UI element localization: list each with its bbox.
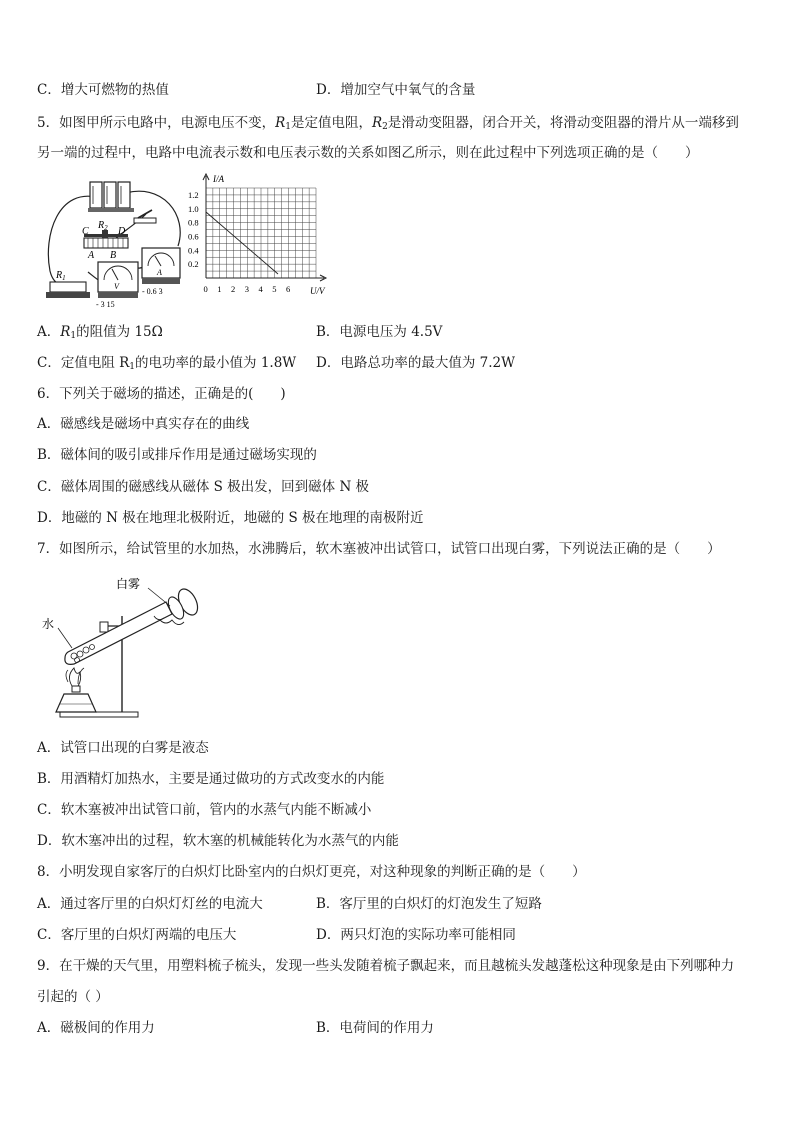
- q5-option-d: D．电路总功率的最大值为 7.2W: [316, 355, 515, 371]
- q5-stem-line1: [37, 113, 739, 137]
- q7-option-c: C．软木塞被冲出试管口前，管内的水蒸气内能不断减小: [37, 802, 372, 818]
- y-tick-label: 1.0: [188, 203, 199, 214]
- y-tick-label: 0.2: [188, 259, 199, 270]
- r1-symbol: R: [275, 115, 286, 131]
- q8-option-d: D．两只灯泡的实际功率可能相同: [316, 927, 516, 943]
- q7-option-d: D．软木塞冲出的过程，软木塞的机械能转化为水蒸气的内能: [37, 833, 399, 849]
- q5-option-a-r: R: [60, 324, 71, 340]
- q9-option-b: B．电荷间的作用力: [316, 1020, 434, 1036]
- water-label: 水: [42, 617, 55, 631]
- voltmeter-range: - 3 15: [96, 300, 115, 308]
- q5-circuit-figure: [38, 176, 190, 308]
- x-tick-label: 5: [272, 284, 277, 294]
- ammeter-icon: [142, 248, 180, 284]
- voltmeter-letter: V: [114, 282, 119, 291]
- q6-stem: 6．下列关于磁场的描述，正确是的( ): [37, 386, 286, 402]
- label-c: C: [82, 226, 89, 237]
- q5-option-c-sub: 1: [129, 362, 136, 372]
- switch-icon: [134, 210, 156, 223]
- q8-stem: 8．小明发现自家客厅的白炽灯比卧室内的白炽灯更亮，对这种现象的判断正确的是（ ）: [37, 864, 586, 880]
- q4-option-c: C．增大可燃物的热值: [37, 82, 169, 98]
- r2-subscript: 2: [382, 122, 388, 132]
- fog-label: 白雾: [116, 577, 141, 591]
- water-label-leader: [58, 628, 72, 648]
- fog-label-leader: [148, 588, 170, 606]
- test-tube-icon: [65, 602, 172, 664]
- graph-grid: [206, 188, 316, 278]
- y-tick-label: 0.4: [188, 245, 199, 256]
- graph-y-label: I/A: [213, 174, 224, 184]
- ammeter-letter: A: [157, 268, 162, 277]
- x-tick-label: 2: [231, 284, 236, 294]
- q5-option-a-prefix: A．: [37, 324, 61, 340]
- x-tick-label: 0: [203, 284, 208, 294]
- q5-stem-text-b: 是定值电阻，: [291, 115, 372, 131]
- q5-stem-line2: 另一端的过程中，电路中电流表示数和电压表示数的关系如图乙所示，则在此过程中下列选项正确的是（ ）: [37, 145, 699, 161]
- q9-stem-line2: 引起的（ ）: [37, 989, 109, 1005]
- y-tick-label: 1.2: [188, 189, 199, 200]
- q7-option-b: B．用酒精灯加热水，主要是通过做功的方式改变水的内能: [37, 771, 385, 787]
- q5-stem-text-c: 是滑动变阻器，闭合开关，将滑动变阻器的滑片从一端移到: [387, 115, 739, 131]
- q5-option-c: [37, 353, 296, 377]
- label-r2: $R_2$: [98, 220, 108, 232]
- q4-option-d: D．增加空气中氧气的含量: [316, 82, 476, 98]
- q7-option-a: A．试管口出现的白雾是液态: [37, 740, 209, 756]
- x-tick-label: 1: [217, 284, 222, 294]
- r2-symbol: R: [372, 115, 383, 131]
- r1-subscript: 1: [285, 122, 291, 132]
- q7-test-tube-figure: [38, 576, 218, 722]
- ammeter-range: - 0.6 3: [142, 287, 163, 296]
- label-d: D: [118, 226, 126, 237]
- q5-option-c-prefix: C．定值电阻 R: [37, 355, 130, 371]
- voltmeter-icon: [98, 262, 138, 298]
- graph-x-label: U/V: [310, 286, 325, 296]
- flame-icon: [66, 668, 84, 686]
- q5-iv-graph: [186, 170, 334, 300]
- q6-option-b: B．磁体间的吸引或排斥作用是通过磁场实现的: [37, 447, 317, 463]
- q5-stem-text-a: 5．如图甲所示电路中，电源电压不变，: [37, 115, 276, 131]
- label-a: A: [88, 250, 95, 261]
- x-tick-label: 6: [286, 284, 291, 294]
- label-r1: $R_1$: [56, 270, 66, 282]
- q5-option-a-text: 的阻值为 15Ω: [76, 324, 163, 340]
- y-tick-label: 0.6: [188, 231, 199, 242]
- y-tick-label: 0.8: [188, 217, 199, 228]
- resistor-r1-icon: [46, 282, 90, 298]
- q8-option-a: A．通过客厅里的白炽灯灯丝的电流大: [37, 896, 263, 912]
- q9-stem-line1: 9．在干燥的天气里，用塑料梳子梳头，发现一些头发随着梳子飘起来，而且越梳头发越蓬松这种现象是由下列哪种力: [37, 958, 735, 974]
- q8-option-c: C．客厅里的白炽灯两端的电压大: [37, 927, 237, 943]
- battery-icon: [88, 182, 134, 212]
- q5-option-a: [37, 322, 163, 346]
- q5-option-a-sub: 1: [70, 331, 77, 341]
- alcohol-lamp-icon: [56, 686, 96, 712]
- x-tick-label: 4: [258, 284, 263, 294]
- q6-option-c: C．磁体周围的磁感线从磁体 S 极出发，回到磁体 N 极: [37, 479, 370, 495]
- label-b: B: [110, 250, 117, 261]
- q9-option-a: A．磁极间的作用力: [37, 1020, 155, 1036]
- cork-icon: [165, 586, 201, 622]
- x-tick-label: 3: [244, 284, 249, 294]
- q8-option-b: B．客厅里的白炽灯的灯泡发生了短路: [316, 896, 542, 912]
- q7-stem: 7．如图所示，给试管里的水加热，水沸腾后，软木塞被冲出试管口，试管口出现白雾，下列说法正确的是（ ）: [37, 541, 721, 557]
- graph-data-line: [206, 212, 278, 274]
- q5-option-c-text: 的电功率的最小值为 1.8W: [135, 355, 297, 371]
- q6-option-d: D．地磁的 N 极在地理北极附近，地磁的 S 极在地理的南极附近: [37, 510, 424, 526]
- q5-option-b: B．电源电压为 4.5V: [316, 324, 443, 340]
- q6-option-a: A．磁感线是磁场中真实存在的曲线: [37, 416, 250, 432]
